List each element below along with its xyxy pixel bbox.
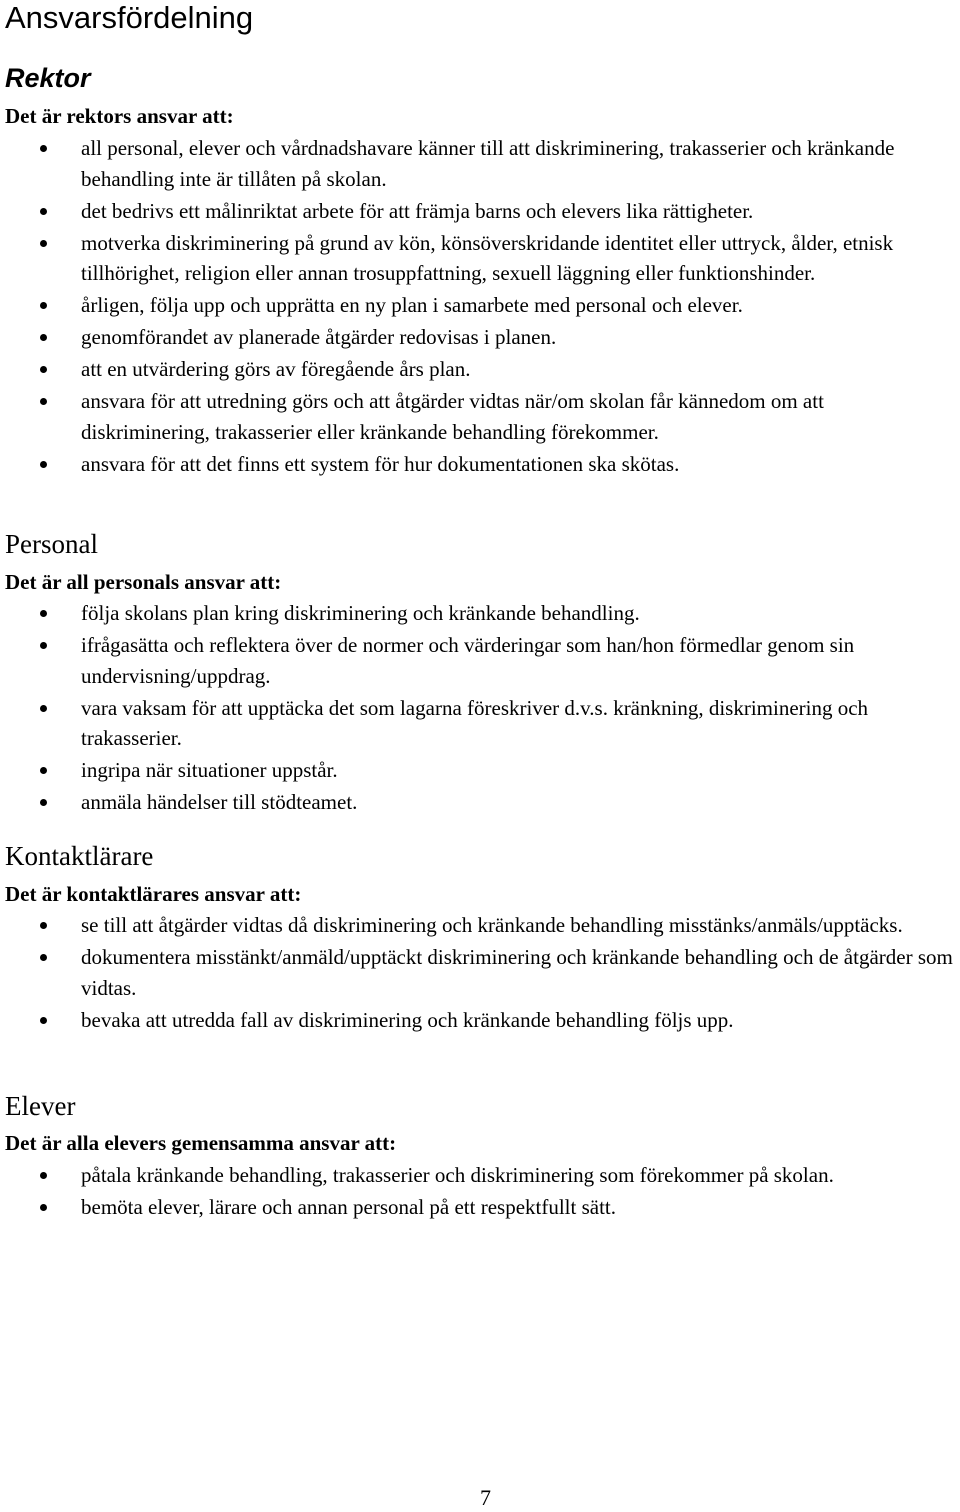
list-item-text: ingripa när situationer uppstår. — [81, 758, 338, 782]
section-intro-rektor: Det är rektors ansvar att: — [5, 104, 234, 128]
list-item — [0, 449, 960, 480]
list-item — [0, 354, 960, 385]
list-item — [0, 196, 960, 227]
list-item-text: ansvara för att utredning görs och att åtgärder vidtas när/om skolan får kännedom om att diskriminering, trakasserier eller kränkande behandling förekommer. — [81, 389, 824, 444]
list-item — [0, 693, 960, 754]
list-item-text: anmäla händelser till stödteamet. — [81, 790, 358, 814]
list-item — [0, 942, 960, 1003]
bullet-icon — [40, 610, 47, 617]
list-item-text: bemöta elever, lärare och annan personal på ett respektfullt sätt. — [81, 1195, 617, 1219]
list-item-text: dokumentera misstänkt/anmäld/upptäckt diskriminering och kränkande behandling och de åtgärder som vidtas. — [81, 945, 953, 1000]
list-item — [0, 386, 960, 447]
bullet-icon — [40, 799, 47, 806]
bullet-icon — [40, 1172, 47, 1179]
bullet-icon — [40, 366, 47, 373]
list-item-text: följa skolans plan kring diskriminering och kränkande behandling. — [81, 601, 640, 625]
section-intro-elever: Det är alla elevers gemensamma ansvar att: — [5, 1131, 397, 1155]
section-intro-personal: Det är all personals ansvar att: — [5, 570, 282, 594]
list-item — [0, 630, 960, 691]
list-item — [0, 755, 960, 786]
page-number: 7 — [480, 1485, 491, 1510]
list-item — [0, 910, 960, 941]
list-item — [0, 228, 960, 289]
list-item — [0, 1160, 960, 1191]
list-item — [0, 290, 960, 321]
bullet-icon — [40, 1017, 47, 1024]
bullet-icon — [40, 302, 47, 309]
list-item-text: bevaka att utredda fall av diskriminering och kränkande behandling följs upp. — [81, 1007, 734, 1032]
bullet-list-elever — [0, 1160, 960, 1224]
section-heading-rektor: Rektor — [5, 63, 91, 93]
list-item — [0, 1005, 960, 1036]
list-item — [0, 133, 960, 194]
bullet-list-personal — [0, 598, 960, 819]
list-item — [0, 322, 960, 353]
list-item-text: all personal, elever och vårdnadshavare känner till att diskriminering, trakasserier och kränkande behandling inte är tillåten på skolan. — [81, 136, 895, 191]
section-heading-kontaktlarare: Kontaktlärare — [5, 841, 154, 871]
section-heading-personal: Personal — [5, 529, 98, 559]
bullet-icon — [40, 954, 47, 961]
list-item-text: se till att åtgärder vidtas då diskriminering och kränkande behandling misstänks/anmäls/upptäcks. — [81, 913, 903, 937]
bullet-icon — [40, 767, 47, 774]
bullet-icon — [40, 208, 47, 215]
bullet-icon — [40, 705, 47, 712]
bullet-icon — [40, 334, 47, 341]
list-item-text: att en utvärdering görs av föregående års plan. — [81, 357, 471, 381]
list-item — [0, 1192, 960, 1223]
bullet-icon — [40, 240, 47, 247]
list-item-text: årligen, följa upp och upprätta en ny plan i samarbete med personal och elever. — [81, 293, 743, 317]
list-item-text: ifrågasätta och reflektera över de normer och värderingar som han/hon förmedlar genom sin undervisning/uppdrag. — [81, 633, 855, 688]
bullet-list-kontaktlarare — [0, 910, 960, 1037]
list-item-text: genomförandet av planerade åtgärder redovisas i planen. — [81, 325, 557, 349]
list-item — [0, 598, 960, 629]
list-item-text: ansvara för att det finns ett system för hur dokumentationen ska skötas. — [81, 451, 680, 476]
bullet-icon — [40, 642, 47, 649]
list-item-text: påtala kränkande behandling, trakasserier och diskriminering som förekommer på skolan. — [81, 1163, 834, 1187]
section-intro-kontaktlarare: Det är kontaktlärares ansvar att: — [5, 882, 302, 906]
bullet-icon — [40, 1204, 47, 1211]
section-heading-elever: Elever — [5, 1091, 76, 1121]
list-item — [0, 787, 960, 818]
bullet-icon — [40, 922, 47, 929]
list-item-text: motverka diskriminering på grund av kön, könsöverskridande identitet eller uttryck, ålder, etnisk tillhörighet, religion eller annan trosuppfattning, sexuell läggning eller funktionshinder. — [81, 230, 894, 285]
bullet-icon — [40, 461, 47, 468]
document-title: Ansvarsfördelning — [5, 0, 254, 35]
list-item-text: vara vaksam för att upptäcka det som lagarna föreskriver d.v.s. kränkning, diskriminering och trakasserier. — [81, 695, 869, 750]
bullet-icon — [40, 398, 47, 405]
list-item-text: det bedrivs ett målinriktat arbete för att främja barns och elevers lika rättigheter. — [81, 198, 754, 223]
bullet-list-rektor — [0, 133, 960, 481]
bullet-icon — [40, 145, 47, 152]
